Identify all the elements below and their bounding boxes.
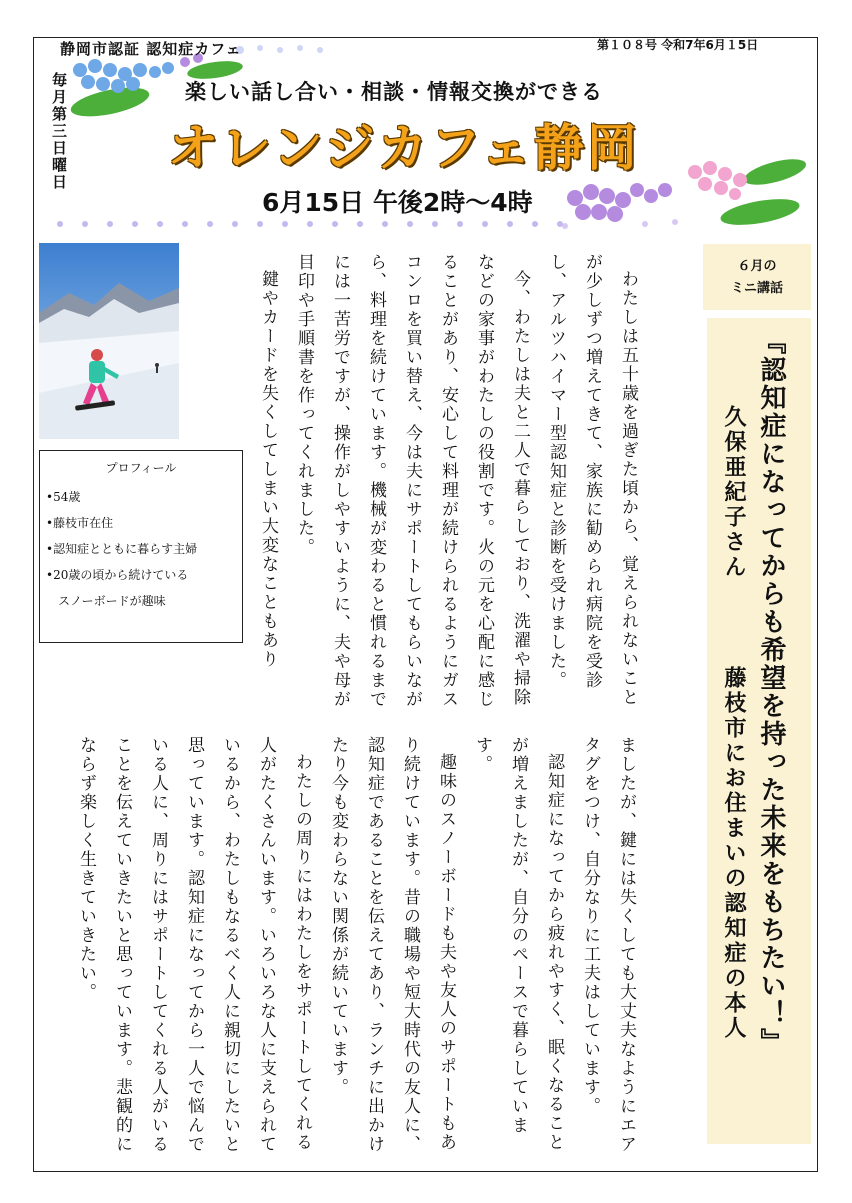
snowboarder-photo: [39, 243, 179, 439]
lecture-label-type: ミニ講話: [730, 281, 783, 296]
tagline: 楽しい話し合い・相談・情報交換ができる: [185, 80, 603, 104]
lecture-label-month: ６月の: [737, 259, 777, 274]
page-title: オレンジカフェ静岡: [168, 119, 640, 177]
article-paragraph: 鍵やカードを失くしてしまい大変なこともあり: [258, 270, 278, 669]
issue-number: 第１０８号 令和7年6月１5日: [597, 38, 759, 52]
profile-item: •20歳の頃から続けている: [46, 568, 189, 582]
speaker-block: [718, 405, 748, 1125]
profile-item: •54歳: [46, 490, 81, 504]
article-paragraph: 趣味のスノーボードも夫や友人のサポートもあり続けています。昔の職場や短大時代の友人に、認知症であることを伝えてあり、ランチに出かけたり今も変わらない関係が続いています。: [328, 736, 456, 1154]
event-datetime: 6月15日 午後2時～4時: [262, 188, 533, 217]
speaker-name: 久保亜紀子さん: [721, 405, 746, 580]
profile-item: •藤枝市在住: [46, 516, 114, 530]
organization: 静岡市認証 認知症カフェ: [60, 40, 242, 58]
profile-item: スノーボードが趣味: [46, 594, 166, 608]
article-upper: [250, 253, 646, 715]
article-paragraph: 認知症になってから疲れやすく、眠くなることが増えましたが、自分のペースで暮らしています。: [472, 736, 564, 1152]
article-paragraph: ましたが、鍵には失くしても大丈夫なようにエアタグをつけ、自分なりに工夫はしています。: [580, 736, 636, 1154]
profile-item: •認知症とともに暮らす主婦: [46, 542, 198, 556]
schedule-note: 毎月第三日曜日: [50, 72, 68, 191]
article-paragraph: 今、わたしは夫と二人で暮らしており、洗濯や掃除などの家事がわたしの役割です。火の元を心配に感じることがあり、安心して料理が続けられるようにガスコンロを買い替え、今は夫にサポートしてもらいながら、料理を続けています。機械が変わると慣れるまでには一苦労ですが、操作がしやすいように、夫や母が目印や手順書を作ってくれました。: [294, 253, 530, 709]
article-lower: [68, 736, 644, 1161]
profile-box: [39, 450, 243, 643]
dotted-divider: [40, 218, 600, 230]
article-paragraph: わたしは五十歳を過ぎた頃から、覚えられないことが少しずつ増えてきて、家族に勧められ病院を受診し、アルツハイマー型認知症と診断を受けました。: [546, 253, 638, 707]
profile-heading: プロフィール: [105, 461, 177, 475]
article-paragraph: わたしの周りにはわたしをサポートしてくれる人がたくさんいます。いろいろな人に支えられているから、わたしもなるべく人に親切にしたいと思っています。認知症になってから一人で悩んでいる人に、周りにはサポートしてくれる人がいることを伝えていきたいと思っています。悲観的にならず楽しく生きていきたい。: [76, 736, 312, 1154]
lecture-label-box: [703, 244, 811, 310]
lecture-title: 『認知症になってからも希望を持った未来をもちたい！』: [756, 328, 786, 1056]
speaker-description: 藤枝市にお住まいの認知症の本人: [721, 666, 746, 1041]
